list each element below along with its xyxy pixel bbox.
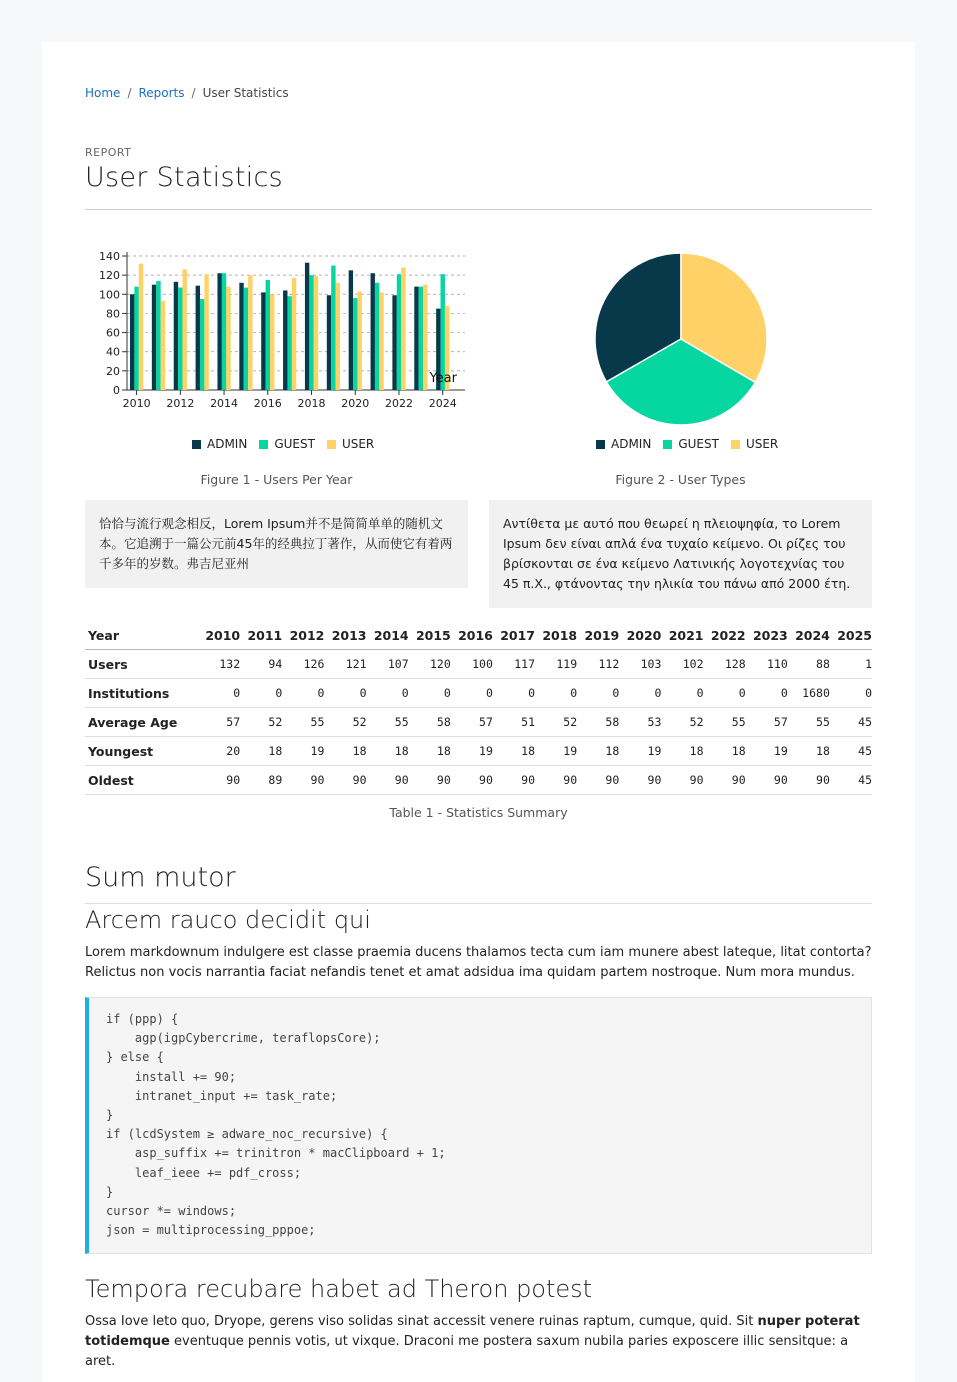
table-cell: 107 (367, 650, 409, 679)
bar-guest (375, 283, 379, 390)
bar-guest (222, 273, 226, 390)
statistics-table (85, 621, 872, 795)
table-cell: 0 (493, 679, 535, 708)
breadcrumb (85, 86, 872, 100)
bar-admin (305, 263, 309, 390)
legend-label: ADMIN (611, 437, 652, 451)
table-cell: 19 (451, 737, 493, 766)
table-cell: 90 (661, 766, 703, 795)
table-cell: 128 (704, 650, 746, 679)
table-cell: 51 (493, 708, 535, 737)
table-cell: 90 (451, 766, 493, 795)
legend-swatch-admin (192, 440, 201, 449)
table-cell: 18 (493, 737, 535, 766)
bar-guest (200, 299, 204, 390)
table-row-label: Institutions (85, 679, 198, 708)
table-cell: 89 (240, 766, 282, 795)
users-per-year-chart (85, 238, 475, 418)
table-cell: 57 (198, 708, 240, 737)
subsection-heading: Arcem rauco decidit qui (85, 906, 371, 934)
table-header-cell: 2018 (535, 621, 577, 650)
bar-user (401, 267, 405, 390)
bar-user (270, 294, 274, 390)
table-cell: 0 (746, 679, 788, 708)
bar-user (183, 269, 187, 390)
legend-swatch-guest (259, 440, 268, 449)
bar-admin (283, 290, 287, 390)
bar-admin (261, 292, 265, 390)
bar-user (292, 278, 296, 390)
bar-user (226, 287, 230, 390)
table-header-cell: 2019 (577, 621, 619, 650)
table-1-caption: Table 1 - Statistics Summary (389, 805, 568, 820)
table-header-cell: 2025 (830, 621, 872, 650)
legend-label: USER (341, 437, 375, 451)
table-cell: 90 (198, 766, 240, 795)
table-cell: 55 (367, 708, 409, 737)
user-types-chart (589, 247, 773, 431)
table-cell: 52 (240, 708, 282, 737)
legend-swatch-guest (663, 440, 672, 449)
page-kicker: REPORT (85, 146, 132, 159)
table-cell: 18 (704, 737, 746, 766)
table-cell: 90 (619, 766, 661, 795)
code-content: if (ppp) { agp(igpCybercrime, teraflopsCore); } else { install += 90; intranet_input += task_rate; } if (lcdSystem ≥ adware_noc_recursive) { asp_suffix += trinitron * macClipboard + 1; leaf_ieee += pdf_cross; } cursor *= windows; json = multiprocessing_pppoe; (106, 1012, 446, 1238)
section-heading: Sum mutor (85, 862, 236, 893)
note-greek: Αντίθετα με αυτό που θεωρεί η πλειοψηφία, το Lorem Ipsum δεν είναι απλά ένα τυχαίο κείμενο. Οι ρίζες του βρίσκονται σε ένα κείμενο Λατινικής λογοτεχνίας του 45 π.Χ., φτάνοντας την ηλικία του πάνω από 2000 έτη. (489, 500, 872, 608)
table-cell: 55 (282, 708, 324, 737)
subsection-heading: Tempora recubare habet ad Theron potest (85, 1275, 593, 1303)
section-divider (85, 903, 872, 904)
note-chinese: 恰恰与流行观念相反，Lorem Ipsum并不是简简单单的随机文本。它追溯于一篇公元前45年的经典拉丁著作，从而使它有着两千多年的岁数。弗吉尼亚州 (85, 500, 468, 588)
pie-chart-legend (596, 437, 778, 451)
title-divider (85, 209, 872, 210)
table-header-cell: 2015 (409, 621, 451, 650)
bar-admin (217, 273, 221, 390)
bar-guest (331, 266, 335, 390)
table-cell: 45 (830, 708, 872, 737)
table-header-cell: 2013 (324, 621, 366, 650)
table-cell: 120 (409, 650, 451, 679)
table-cell: 117 (493, 650, 535, 679)
y-tick-label: 140 (99, 250, 120, 263)
bar-guest (134, 287, 138, 390)
x-tick-label: 2012 (166, 397, 195, 410)
x-tick-label: 2020 (341, 397, 370, 410)
bar-admin (174, 282, 178, 390)
table-cell: 52 (661, 708, 703, 737)
table-cell: 90 (409, 766, 451, 795)
table-cell: 0 (830, 679, 872, 708)
table-cell: 1680 (788, 679, 830, 708)
table-cell: 126 (282, 650, 324, 679)
table-header-cell: 2021 (661, 621, 703, 650)
legend-item-user (731, 437, 778, 451)
bar-admin (152, 285, 156, 390)
table-cell: 0 (535, 679, 577, 708)
y-tick-label: 20 (106, 364, 120, 378)
table-cell: 90 (704, 766, 746, 795)
table-row-label: Youngest (85, 737, 198, 766)
x-tick-label: 2014 (210, 397, 239, 410)
paragraph-text: eventuque pennis votis, ut vixque. Draconi me postera saxum nubila paries exposcere illic sensitque: a aret. (85, 1334, 849, 1369)
table-header-cell: 2020 (619, 621, 661, 650)
bar-guest (244, 288, 248, 390)
x-tick-label: 2016 (253, 397, 282, 410)
bar-admin (349, 270, 353, 390)
table-cell: 18 (240, 737, 282, 766)
bar-user (423, 285, 427, 390)
bar-admin (327, 295, 331, 390)
table-header-cell: 2017 (493, 621, 535, 650)
legend-swatch-user (731, 440, 740, 449)
legend-item-guest (663, 437, 719, 451)
y-tick-label: 100 (99, 288, 120, 302)
table-cell: 0 (198, 679, 240, 708)
legend-label: ADMIN (207, 437, 248, 451)
table-cell: 90 (282, 766, 324, 795)
page-title: User Statistics (85, 162, 284, 193)
bar-admin (196, 286, 200, 390)
table-cell: 112 (577, 650, 619, 679)
table-cell: 57 (451, 708, 493, 737)
legend-item-admin (596, 437, 651, 451)
table-cell: 88 (788, 650, 830, 679)
legend-item-user (327, 437, 374, 451)
breadcrumb-separator: / (127, 86, 132, 100)
table-cell: 119 (535, 650, 577, 679)
bar-guest (397, 274, 401, 390)
table-cell: 18 (577, 737, 619, 766)
table-cell: 0 (451, 679, 493, 708)
table-cell: 19 (619, 737, 661, 766)
table-cell: 0 (661, 679, 703, 708)
table-cell: 90 (577, 766, 619, 795)
bar-chart-legend (192, 437, 374, 451)
x-axis-label: Year (429, 371, 457, 386)
bar-user (204, 274, 208, 390)
table-row (85, 737, 872, 766)
table-cell: 58 (577, 708, 619, 737)
table-header-cell: 2014 (367, 621, 409, 650)
table-cell: 0 (619, 679, 661, 708)
table-cell: 0 (282, 679, 324, 708)
table-header-cell: 2012 (282, 621, 324, 650)
table-cell: 90 (788, 766, 830, 795)
legend-swatch-admin (596, 440, 605, 449)
table-cell: 0 (324, 679, 366, 708)
table-cell: 100 (451, 650, 493, 679)
legend-swatch-user (327, 440, 336, 449)
table-cell: 19 (282, 737, 324, 766)
table-cell: 45 (830, 766, 872, 795)
table-cell: 90 (535, 766, 577, 795)
paragraph-text: Ossa Iove leto quo, Dryope, gerens viso solidas sinat accessit venere ruinas raptum, cumque, quid. Sit (85, 1314, 758, 1329)
table-header-cell: 2011 (240, 621, 282, 650)
table-cell: 18 (661, 737, 703, 766)
table-cell: 121 (324, 650, 366, 679)
table-row (85, 679, 872, 708)
table-cell: 103 (619, 650, 661, 679)
legend-label: GUEST (274, 437, 315, 451)
table-cell: 19 (746, 737, 788, 766)
code-block (85, 997, 872, 1254)
paragraph (85, 1312, 872, 1372)
table-header-cell: 2022 (704, 621, 746, 650)
table-cell: 1 (830, 650, 872, 679)
x-tick-label: 2022 (385, 397, 413, 410)
bar-guest (266, 280, 270, 390)
table-cell: 19 (535, 737, 577, 766)
table-cell: 57 (746, 708, 788, 737)
breadcrumb-current: User Statistics (202, 86, 289, 100)
table-cell: 18 (324, 737, 366, 766)
table-row (85, 708, 872, 737)
y-tick-label: 120 (99, 269, 120, 283)
table-cell: 53 (619, 708, 661, 737)
bar-admin (392, 295, 396, 390)
table-header-cell: 2023 (746, 621, 788, 650)
y-tick-label: 80 (106, 307, 120, 321)
x-tick-label: 2010 (122, 397, 151, 410)
bar-user (248, 275, 252, 390)
bar-user (314, 276, 318, 390)
table-cell: 0 (577, 679, 619, 708)
table-cell: 94 (240, 650, 282, 679)
table-row-label: Oldest (85, 766, 198, 795)
bar-guest (156, 281, 160, 390)
table-cell: 18 (409, 737, 451, 766)
y-tick-label: 40 (106, 345, 120, 359)
table-cell: 20 (198, 737, 240, 766)
legend-label: GUEST (678, 437, 719, 451)
table-cell: 55 (788, 708, 830, 737)
bar-admin (414, 287, 418, 390)
bar-user (379, 292, 383, 390)
table-cell: 0 (240, 679, 282, 708)
bar-user (161, 301, 165, 390)
bar-user (357, 291, 361, 390)
table-cell: 102 (661, 650, 703, 679)
bar-admin (239, 283, 243, 390)
y-tick-label: 0 (113, 384, 120, 397)
x-tick-label: 2018 (297, 397, 326, 410)
table-cell: 0 (409, 679, 451, 708)
bar-admin (371, 273, 375, 390)
legend-item-admin (192, 437, 247, 451)
table-cell: 90 (324, 766, 366, 795)
table-header-row (85, 621, 872, 650)
table-cell: 110 (746, 650, 788, 679)
table-row-label: Average Age (85, 708, 198, 737)
table-cell: 90 (493, 766, 535, 795)
table-header-year: Year (85, 621, 198, 650)
table-cell: 90 (367, 766, 409, 795)
breadcrumb-home-link[interactable]: Home (85, 86, 121, 100)
y-tick-label: 60 (106, 326, 120, 340)
paragraph: Lorem markdownum indulgere est classe praemia ducens thalamos tecta cum iam munere abest lateque, litat contorta? Relictus non vocis narrantia faciat nefandis tenet et amat adsidua ima quidam partem nostroque. Num mora mundus. (85, 945, 872, 980)
bar-guest (419, 287, 423, 390)
breadcrumb-reports-link[interactable]: Reports (138, 86, 185, 100)
bar-user (139, 264, 143, 390)
table-cell: 0 (367, 679, 409, 708)
x-tick-label: 2024 (428, 397, 457, 410)
table-cell: 52 (535, 708, 577, 737)
table-cell: 90 (746, 766, 788, 795)
table-header-cell: 2024 (788, 621, 830, 650)
bar-guest (309, 275, 313, 390)
table-cell: 18 (367, 737, 409, 766)
table-cell: 58 (409, 708, 451, 737)
table-cell: 45 (830, 737, 872, 766)
table-cell: 0 (704, 679, 746, 708)
bar-guest (178, 288, 182, 390)
bar-guest (353, 298, 357, 390)
report-card (42, 42, 915, 1382)
bar-guest (287, 296, 291, 390)
bar-user (336, 283, 340, 390)
paragraph-bold-text: nuper poterat totidemque (85, 1314, 860, 1349)
table-row-label: Users (85, 650, 198, 679)
table-row (85, 650, 872, 679)
breadcrumb-separator: / (191, 86, 196, 100)
legend-label: USER (745, 437, 779, 451)
table-cell: 52 (324, 708, 366, 737)
figure-2-caption: Figure 2 - User Types (615, 472, 746, 487)
table-cell: 18 (788, 737, 830, 766)
bar-admin (130, 294, 134, 390)
table-header-cell: 2010 (198, 621, 240, 650)
legend-item-guest (259, 437, 315, 451)
table-cell: 132 (198, 650, 240, 679)
table-header-cell: 2016 (451, 621, 493, 650)
figure-1-caption: Figure 1 - Users Per Year (200, 472, 353, 487)
table-cell: 55 (704, 708, 746, 737)
table-row (85, 766, 872, 795)
